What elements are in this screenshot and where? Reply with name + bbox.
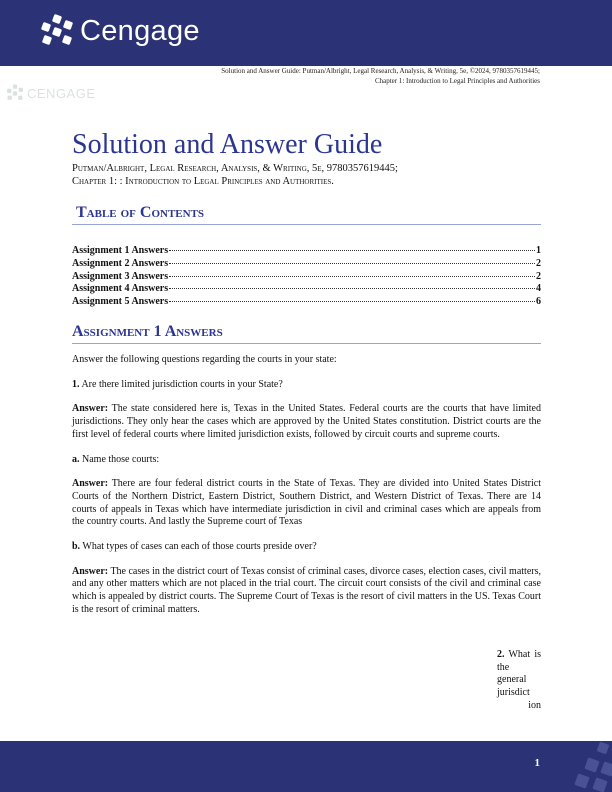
cengage-logo [40, 14, 200, 48]
question-1a-number: a. [72, 453, 80, 465]
toc-entry-page: 4 [536, 283, 541, 295]
question-2-text-end: ion [528, 699, 541, 711]
assignment-1-heading: Assignment 1 Answers [72, 323, 541, 344]
running-header [221, 67, 540, 86]
answer-label: Answer: [72, 565, 109, 577]
question-1b-text: What types of cases can each of those courts preside over? [80, 541, 317, 553]
running-header-line2: Chapter 1: Introduction to Legal Principles and Authorities [374, 76, 540, 85]
question-1a-text: Name those courts: [79, 453, 160, 465]
toc-entry-page: 2 [536, 270, 541, 282]
top-banner [0, 0, 612, 66]
page-number: 1 [534, 757, 540, 769]
question-2-text: What is the general jurisdict [497, 649, 541, 699]
question-1b [72, 541, 541, 554]
toc-entry[interactable] [72, 296, 541, 309]
answer-label: Answer: [72, 478, 109, 490]
question-1-number: 1. [72, 378, 80, 390]
document-title: Solution and Answer Guide [72, 129, 383, 160]
answer-1a [72, 478, 541, 529]
question-1a [72, 454, 541, 467]
toc-entry[interactable] [72, 258, 541, 271]
question-2 [497, 649, 541, 713]
question-2-number: 2. [497, 649, 505, 660]
page-content [72, 128, 541, 617]
toc-entry-label: Assignment 4 Answers [72, 283, 169, 295]
toc-leader-dots [169, 263, 535, 264]
toc-entry-page: 2 [536, 257, 541, 269]
toc-entry-label: Assignment 5 Answers [72, 296, 169, 308]
toc-leader-dots [169, 288, 535, 289]
running-header-line1: Solution and Answer Guide: Putman/Albright, Legal Research, Analysis, & Writing, 5e, ©2024, 9780357619445; [221, 67, 540, 75]
toc-entry[interactable] [72, 245, 541, 258]
toc-leader-dots [169, 301, 535, 302]
assignment-intro: Answer the following questions regarding the courts in your state: [72, 353, 337, 365]
toc-entry-page: 6 [536, 296, 541, 308]
question-1 [72, 379, 541, 392]
toc-entry-label: Assignment 1 Answers [72, 245, 169, 256]
toc-entry[interactable] [72, 283, 541, 296]
question-1b-number: b. [72, 541, 81, 553]
toc-entry-page: 1 [536, 245, 541, 256]
cengage-watermark-icon [6, 84, 24, 102]
document-subtitle-line1: Putman/Albright, Legal Research, Analysis, & Writing, 5e, 9780357619445; [72, 163, 398, 174]
watermark-text: CENGAGE [27, 85, 96, 101]
cengage-mark-icon [40, 14, 74, 48]
document-subtitle-line2: Chapter 1: : Introduction to Legal Principles and Authorities. [72, 176, 334, 187]
answer-1b [72, 566, 541, 617]
toc-leader-dots [169, 276, 535, 277]
toc-heading: Table of Contents [72, 204, 541, 225]
cengage-watermark [6, 84, 96, 102]
question-1-text: Are there limited jurisdiction courts in your State? [79, 378, 283, 390]
answer-1-text: The state considered here is, Texas in the United States. Federal courts are the courts that have limited jurisdictions. They only hear the cases which are approved by the United States constitution. District courts are the first level of federal courts where limited jurisdiction exists, followed by circuit courts and supreme courts. [72, 403, 541, 440]
toc-entry[interactable] [72, 271, 541, 284]
answer-label: Answer: [72, 403, 109, 415]
answer-1 [72, 403, 541, 441]
answer-1a-text: There are four federal district courts in the State of Texas. They are divided into United States District Courts of the Northern District, Eastern District, Southern District, and Western District of Texas. There are 14 courts of appeals in Texas which have intermediate jurisdiction in civil and criminal cases which are appeals from the country courts. And lastly the Supreme court of Texas [72, 478, 541, 528]
cengage-corner-mark-icon [572, 741, 612, 792]
footer-banner [0, 741, 612, 792]
brand-name: Cengage [80, 14, 200, 47]
answer-1b-text: The cases in the district court of Texas consist of criminal cases, divorce cases, election cases, civil matters, and any other matters which are not placed in the trial court. The circuit court consists of the civil and criminal case which is appealed by district courts. The Supreme Court of Texas is the resort of civil matters in the US. Texas Court is the resort of criminal matters. [72, 565, 541, 615]
toc-entry-label: Assignment 3 Answers [72, 270, 169, 282]
table-of-contents [72, 245, 541, 309]
toc-entry-label: Assignment 2 Answers [72, 257, 169, 269]
toc-leader-dots [169, 250, 535, 251]
